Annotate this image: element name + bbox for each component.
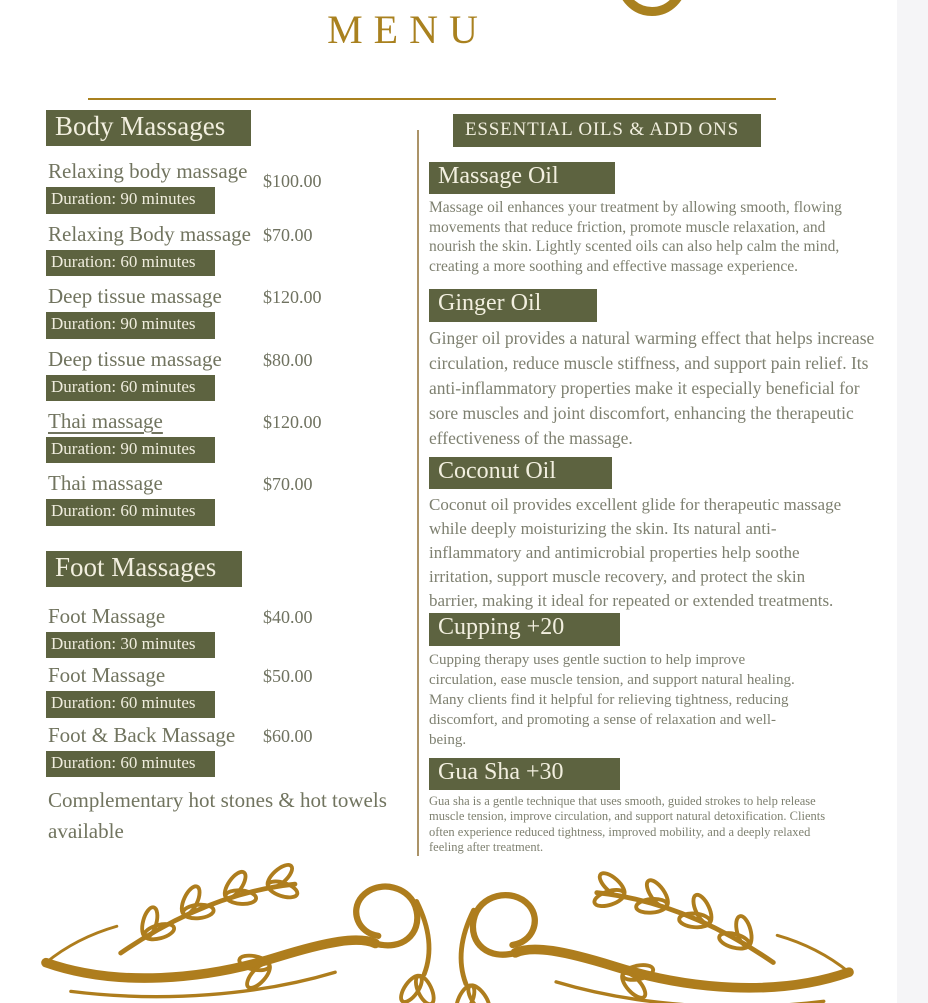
menu-item (46, 408, 418, 463)
oil-section (429, 289, 892, 450)
page-title: MENU (327, 7, 489, 52)
duration-badge: Duration: 30 minutes (46, 632, 215, 658)
section-heading-foot-massages: Foot Massages (46, 551, 242, 587)
oil-title: Cupping +20 (429, 613, 620, 645)
page-edge-strip (897, 0, 928, 1003)
oil-description: Ginger oil provides a natural warming effect that helps increase circulation, reduce muscle stiffness, and support pain relief. Its anti-inflammatory properties make it especially beneficial for sore muscles and joint discomfort, enhancing the therapeutic effectiveness of the massage. (429, 327, 875, 448)
oil-title: Ginger Oil (429, 289, 597, 321)
item-name: Relaxing Body massage (48, 221, 251, 246)
duration-badge: Duration: 60 minutes (46, 691, 215, 717)
item-name: Foot Massage (48, 604, 166, 629)
oil-description: Massage oil enhances your treatment by allowing smooth, flowing movements that reduce friction, promote muscle relaxation, and nourish the skin. Lightly scented oils can also help calm the mind, creating a more soothing and effective massage experience. (429, 199, 842, 275)
oil-description: Coconut oil provides excellent glide for therapeutic massage while deeply moisturizing the skin. Its natural anti-inflammatory and antimicrobial properties help soothe irritation, support muscle recovery, and protect the skin barrier, making it ideal for repeated or extended treatments. (429, 495, 842, 611)
foot-massage-items (46, 603, 418, 777)
oil-section (429, 613, 892, 749)
section-heading-essential-oils: ESSENTIAL OILS & ADD ONS (453, 114, 761, 147)
item-name: Relaxing body massage (48, 159, 248, 184)
duration-badge: Duration: 60 minutes (46, 375, 215, 401)
item-price: $40.00 (263, 607, 313, 628)
duration-badge: Duration: 90 minutes (46, 187, 215, 213)
duration-badge: Duration: 60 minutes (46, 751, 215, 777)
item-price: $70.00 (263, 474, 313, 495)
oil-title: Massage Oil (429, 162, 615, 194)
oil-description: Gua sha is a gentle technique that uses smooth, guided strokes to help release muscle tension, improve circulation, and support natural detoxification. Clients often experience reduced tightness, improved mobility, and a deeply relaxed feeling after treatment. (429, 793, 826, 855)
item-price: $120.00 (263, 411, 322, 432)
item-name: Thai massage (48, 471, 163, 496)
leaf-flourish-left-icon (35, 842, 440, 1000)
oil-section (429, 758, 892, 856)
item-name: Foot & Back Massage (48, 722, 236, 747)
oil-section (429, 457, 892, 613)
item-name: Foot Massage (48, 663, 166, 688)
item-price: $60.00 (263, 725, 313, 746)
menu-item (46, 346, 418, 401)
oil-section (429, 162, 892, 276)
complimentary-note: Complementary hot stones & hot towels available (48, 788, 387, 844)
menu-item (46, 470, 418, 525)
item-price: $100.00 (263, 171, 322, 192)
item-price: $50.00 (263, 666, 313, 687)
right-column (429, 112, 892, 856)
item-name: Deep tissue massage (48, 284, 222, 309)
menu-item (46, 603, 418, 658)
duration-badge: Duration: 90 minutes (46, 437, 215, 463)
horizontal-rule (88, 98, 776, 100)
item-price: $70.00 (263, 224, 313, 245)
duration-badge: Duration: 90 minutes (46, 312, 215, 338)
oil-title: Coconut Oil (429, 457, 612, 489)
menu-item (46, 662, 418, 717)
oil-title: Gua Sha +30 (429, 758, 620, 790)
menu-item (46, 221, 418, 276)
menu-item (46, 722, 418, 777)
menu-item (46, 283, 418, 338)
oil-description: Cupping therapy uses gentle suction to help improve circulation, ease muscle tension, and support natural healing. Many clients find it helpful for relieving tightness, reducing discomfort, and promoting a sense of relaxation and well-being. (429, 651, 795, 748)
item-price: $120.00 (263, 287, 322, 308)
item-price: $80.00 (263, 349, 313, 370)
leaf-flourish-right-icon (425, 850, 885, 1003)
section-heading-body-massages: Body Massages (46, 110, 251, 146)
menu-item (46, 158, 418, 213)
duration-badge: Duration: 60 minutes (46, 250, 215, 276)
item-name: Thai massage (48, 408, 163, 433)
item-name: Deep tissue massage (48, 346, 222, 371)
duration-badge: Duration: 60 minutes (46, 499, 215, 525)
left-column (46, 110, 418, 847)
